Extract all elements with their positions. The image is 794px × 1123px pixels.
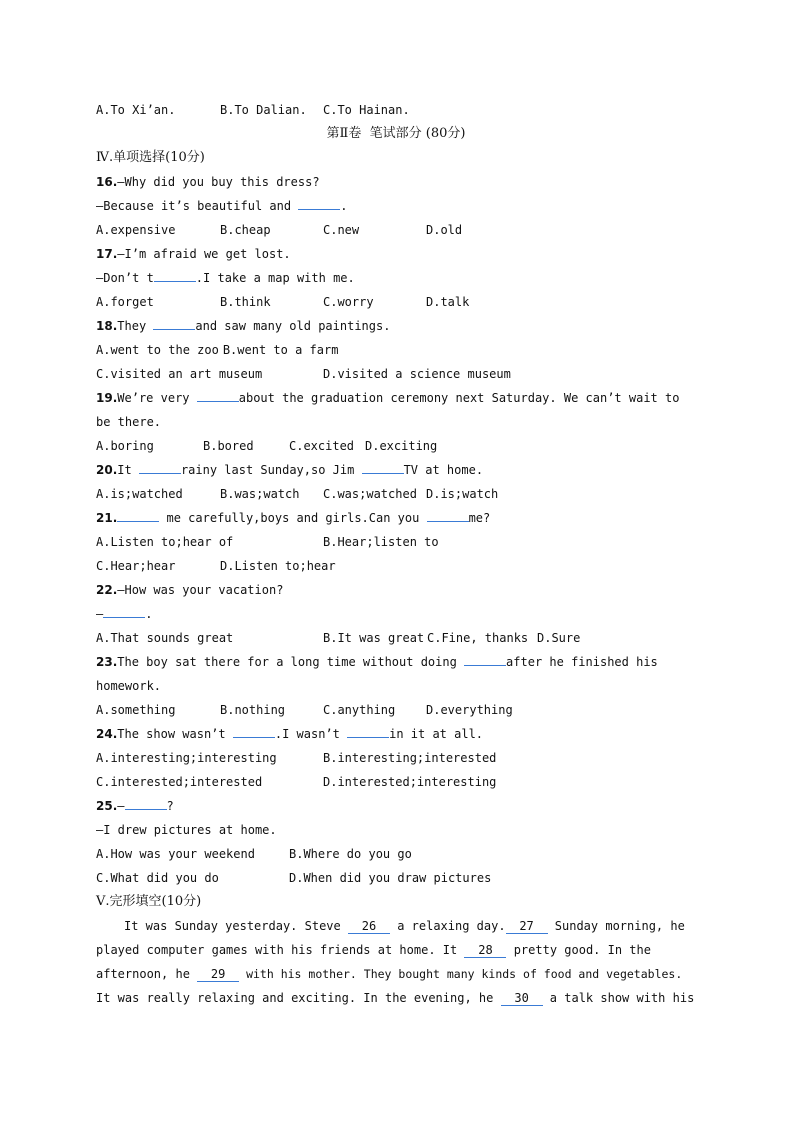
blank-29: 29 [197, 967, 239, 982]
option-a: A.expensive [96, 223, 176, 237]
option-a: A.Listen to;hear of [96, 535, 234, 549]
option-c: C.Fine, thanks [427, 631, 529, 645]
question-text: ? [166, 799, 174, 813]
option-a: A.went to the zoo [96, 343, 219, 357]
option-a: A.forget [96, 295, 154, 309]
question-text: —Because it’s beautiful and [96, 199, 299, 213]
question-text: —How was your vacation? [117, 583, 284, 597]
exam-page [96, 98, 696, 1010]
passage-line-3 [96, 962, 696, 986]
question-text: about the graduation ceremony next Saturday. We can’t wait to [238, 391, 680, 405]
question-text: . [340, 199, 348, 213]
option-b: B.was;watch [220, 487, 300, 501]
option-a: A.That sounds great [96, 631, 234, 645]
question-text: in it at all. [389, 727, 484, 741]
question-text: . [145, 607, 153, 621]
option-c: C.excited [289, 439, 355, 453]
question-number: 21. [96, 511, 118, 525]
question-18-options-1 [96, 338, 696, 362]
question-23-line1 [96, 650, 696, 674]
option-b: B.cheap [220, 223, 271, 237]
option-c: C.worry [323, 295, 374, 309]
question-text: .I take a map with me. [195, 271, 355, 285]
question-19-line2: be there. [96, 415, 162, 429]
option-d: D.is;watch [426, 487, 499, 501]
answer-blank [117, 507, 159, 522]
option-c: C.anything [323, 703, 396, 717]
question-text: It [117, 463, 139, 477]
passage-text: It was really relaxing and exciting. In the evening, he [96, 991, 501, 1005]
question-20-line1 [96, 458, 696, 482]
question-19-line1 [96, 386, 696, 410]
option-c: C.visited an art museum [96, 367, 263, 381]
blank-27: 27 [506, 919, 548, 934]
passage-text: pretty good. In the [506, 943, 651, 957]
blank-28: 28 [464, 943, 506, 958]
option-b: B.Where do you go [289, 847, 412, 861]
question-17-line2 [96, 266, 696, 290]
question-22-line1 [96, 578, 696, 602]
question-16-line1 [96, 170, 696, 194]
blank-30: 30 [501, 991, 543, 1006]
option-c: C.Hear;hear [96, 559, 176, 573]
option-b: B.interesting;interested [323, 751, 497, 765]
question-text: TV at home. [403, 463, 484, 477]
option-c: C.What did you do [96, 871, 219, 885]
question-21-options-1 [96, 530, 696, 554]
question-number: 19. [96, 391, 118, 405]
question-22-line2 [96, 602, 696, 626]
answer-blank [427, 507, 469, 522]
question-text: —I’m afraid we get lost. [117, 247, 291, 261]
answer-blank [197, 387, 239, 402]
question-25-options-2 [96, 866, 696, 890]
option-d: D.exciting [365, 439, 438, 453]
question-21-options-2 [96, 554, 696, 578]
question-18-options-2 [96, 362, 696, 386]
passage-line-4 [96, 986, 696, 1010]
answer-blank [125, 795, 167, 810]
question-text: The show wasn’t [117, 727, 233, 741]
passage-text: with his mother. They bought many kinds of food and vegetables. [239, 967, 683, 981]
question-number: 24. [96, 727, 118, 741]
question-text: — [117, 799, 125, 813]
option-b: B.went to a farm [222, 343, 339, 357]
question-number: 25. [96, 799, 118, 813]
option-a: A.is;watched [96, 487, 183, 501]
option-c: C.interested;interested [96, 775, 263, 789]
question-19-options [96, 434, 696, 458]
passage-text: a talk show with his [542, 991, 695, 1005]
part2-title: 第Ⅱ卷 笔试部分 (80分) [326, 126, 466, 141]
question-16-line2 [96, 194, 696, 218]
question-text: The boy sat there for a long time without doing [117, 655, 465, 669]
passage-line-2 [96, 938, 696, 962]
option-b: B.Hear;listen to [323, 535, 439, 549]
option-c: C.new [323, 223, 360, 237]
question-number: 22. [96, 583, 118, 597]
question-25-line2: —I drew pictures at home. [96, 823, 277, 837]
question-text: —Don’t t [96, 271, 154, 285]
question-text: rainy last Sunday,so Jim [180, 463, 362, 477]
answer-blank [347, 723, 389, 738]
question-24-options-2 [96, 770, 696, 794]
option-b: B.bored [203, 439, 254, 453]
passage-text: It was Sunday yesterday. Steve [124, 919, 348, 933]
answer-blank [362, 459, 404, 474]
question-17-options [96, 290, 696, 314]
answer-blank [139, 459, 181, 474]
option-a: A.interesting;interesting [96, 751, 277, 765]
question-text: me? [468, 511, 491, 525]
passage-text: afternoon, he [96, 967, 198, 981]
top-options-row [96, 98, 696, 122]
question-23-options [96, 698, 696, 722]
question-22-options [96, 626, 696, 650]
option-b: B.think [220, 295, 271, 309]
question-text: .I wasn’t [274, 727, 348, 741]
option-d: D.talk [426, 295, 470, 309]
answer-blank [154, 267, 196, 282]
question-24-options-1 [96, 746, 696, 770]
question-25-line1 [96, 794, 696, 818]
question-17-line1 [96, 242, 696, 266]
option-c: C.was;watched [323, 487, 417, 501]
question-text: me carefully,boys and girls.Can you [159, 511, 427, 525]
option-c: C.To Hainan. [323, 103, 410, 117]
question-number: 16. [96, 175, 118, 189]
question-number: 17. [96, 247, 118, 261]
answer-blank [233, 723, 275, 738]
section4-title: Ⅳ.单项选择(10分) [96, 150, 205, 165]
option-b: B.To Dalian. [220, 103, 307, 117]
question-text: They [117, 319, 154, 333]
question-text: — [96, 607, 104, 621]
question-18-line1 [96, 314, 696, 338]
option-d: D.old [426, 223, 463, 237]
blank-26: 26 [348, 919, 390, 934]
section5-title: Ⅴ.完形填空(10分) [96, 894, 202, 909]
answer-blank [103, 603, 145, 618]
option-d: D.visited a science museum [323, 367, 511, 381]
question-text: —Why did you buy this dress? [117, 175, 320, 189]
option-a: A.To Xi’an. [96, 103, 176, 117]
option-d: D.Sure [537, 631, 581, 645]
option-b: B.It was great [323, 631, 425, 645]
answer-blank [153, 315, 195, 330]
answer-blank [298, 195, 340, 210]
question-number: 20. [96, 463, 118, 477]
question-text: after he finished his [506, 655, 658, 669]
option-d: D.interested;interesting [323, 775, 497, 789]
answer-blank [464, 651, 506, 666]
question-24-line1 [96, 722, 696, 746]
question-16-options [96, 218, 696, 242]
option-a: A.How was your weekend [96, 847, 255, 861]
question-number: 23. [96, 655, 118, 669]
passage-text: a relaxing day. [389, 919, 506, 933]
option-b: B.nothing [220, 703, 286, 717]
passage-line-1 [96, 914, 696, 938]
question-text: and saw many old paintings. [195, 319, 391, 333]
question-23-line2: homework. [96, 679, 162, 693]
passage-text: Sunday morning, he [547, 919, 685, 933]
passage-text: played computer games with his friends at home. It [96, 943, 465, 957]
option-d: D.Listen to;hear [220, 559, 336, 573]
question-number: 18. [96, 319, 118, 333]
question-text: We’re very [117, 391, 197, 405]
question-21-line1 [96, 506, 696, 530]
option-d: D.everything [426, 703, 513, 717]
option-a: A.boring [96, 439, 154, 453]
question-20-options [96, 482, 696, 506]
option-a: A.something [96, 703, 176, 717]
option-d: D.When did you draw pictures [289, 871, 492, 885]
question-25-options-1 [96, 842, 696, 866]
